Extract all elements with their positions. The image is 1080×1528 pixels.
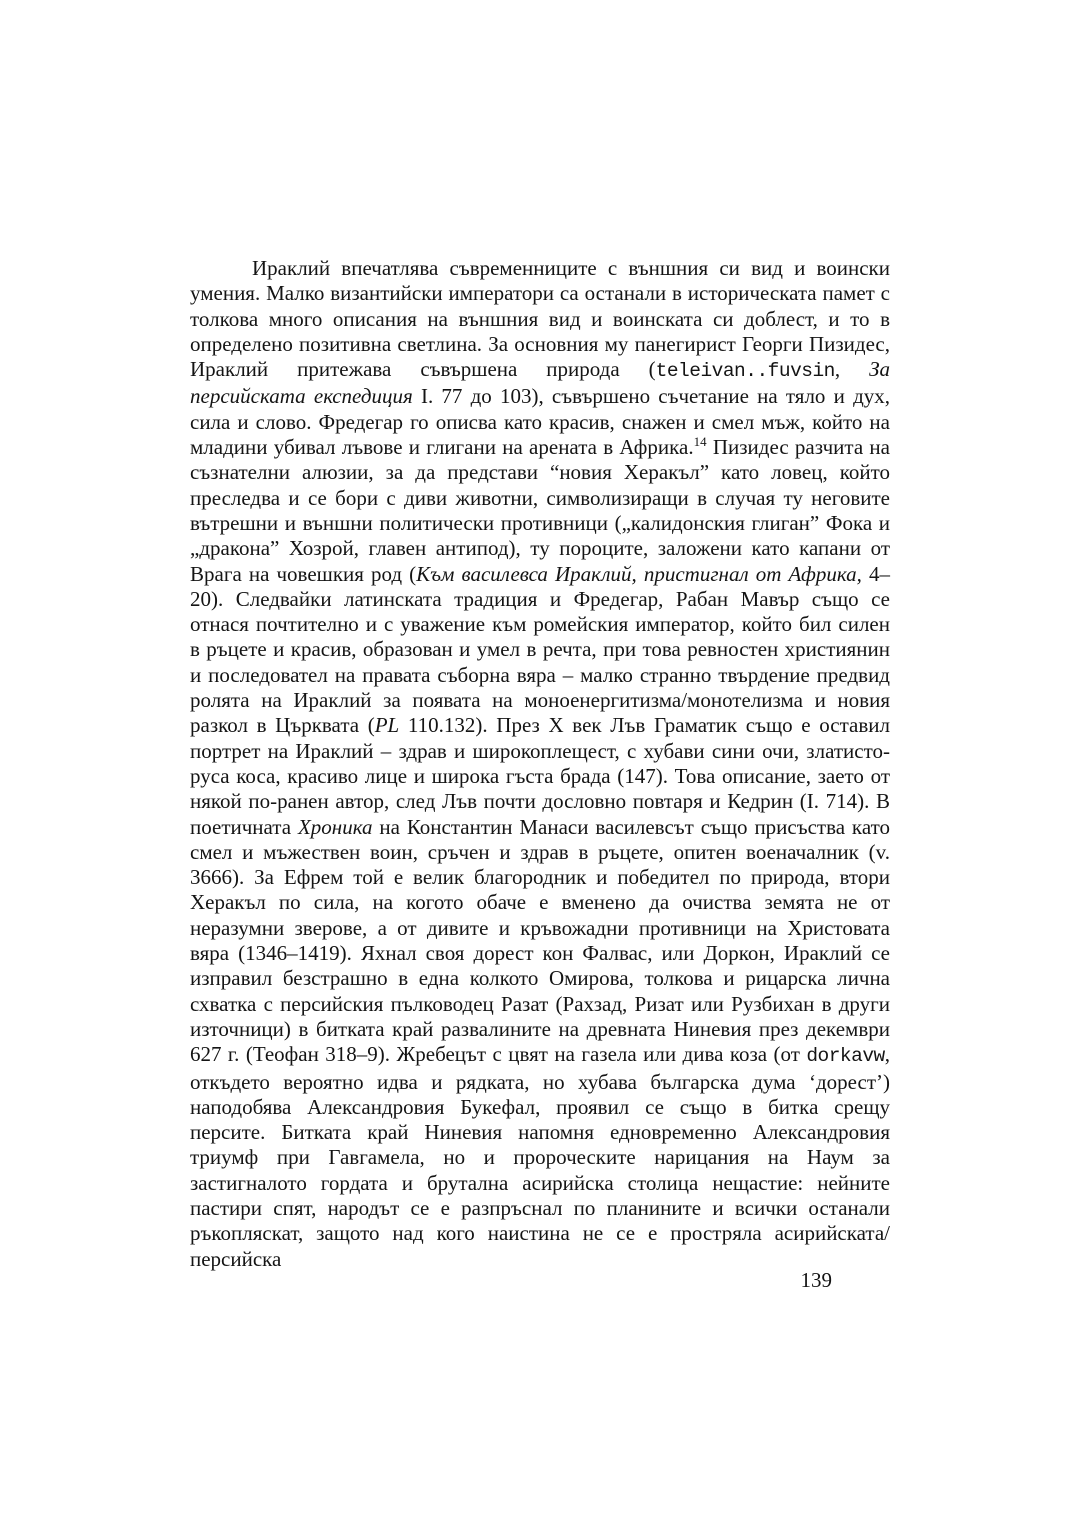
text-segment-italic: Към василевса Ираклий, пристигнал от Африка, — [416, 561, 862, 586]
body-paragraph — [190, 256, 890, 1272]
text-segment-mono: dorkavw — [806, 1045, 885, 1068]
text-segment-sup: 14 — [693, 434, 707, 450]
text-segment-italic: За персийската експедиция — [190, 357, 890, 409]
text-segment-normal: I. 77 до 103), съвършено съчетание на тяло и дух, сила и слово. Фредегар го описва като красив, снажен и смел мъж, който на младини убивал лъвове и глигани на арената в Африка. — [190, 384, 890, 460]
text-segment-normal: , откъдето вероятно идва и рядката, но хубава българска дума ‘дорест’) наподобява Александровия Букефал, проявил се също в битка срещу персите. Битката край Ниневия напомня едновременно Александровия триумф при Гавгамела, но и пророческите нарицания на Наум за застигналото гордата и брутална асирийска столица нещастие: нейните пастири спят, народът се е разпръснал по планините и всички останали ръкопляскат, защото над кого наистина не се е простряла асирийската/персийска — [190, 1042, 890, 1271]
text-segment-normal: , — [834, 357, 870, 382]
text-segment-mono: teleivan..fuvsin — [655, 360, 835, 383]
body-text-block — [190, 256, 890, 1272]
text-segment-italic: PL — [374, 713, 400, 738]
text-segment-normal: Ираклий впечатлява съвременниците с външния си вид и воински умения. Малко византийски императори са останали в историческата памет с толкова много описания на външния вид и воинската си доблест, и то в определено позитивна светлина. За основния му панегирист Георги Пизидес, Ираклий притежава съвършена природа ( — [190, 256, 890, 382]
text-segment-normal: Пизидес разчита на съзнателни алюзии, за да представи “новия Херакъл” като ловец, който преследва и се бори с диви животни, символизиращи в случая ту неговите вътрешни и външни политически противници („калидонския глиган” Фока и „дракона” Хозрой, главен антипод), ту пороците, заложени като капани от Врага на човешкия род ( — [190, 435, 890, 586]
text-segment-normal: 4–20). Следвайки латинската традиция и Фредегар, Рабан Мавър също се отнася почтително и с уважение към ромейския император, който бил силен в ръцете и красив, образован и умел в речта, при това ревностен християнин и последовател на правата съборна вяра – малко странно твърдение предвид ролята на Ираклий за появата на моноенергитизма/монотелизма и новия разкол в Църквата ( — [190, 561, 890, 738]
text-segment-normal: 110.132). През X век Лъв Граматик също е оставил портрет на Ираклий – здрав и широкоплещест, с хубави сини очи, златисто-руса коса, красиво лице и широка гъста брада (147). Това описание, заето от някой по-ранен автор, след Лъв почти дословно повтаря и Кедрин (I. 714). В поетичната — [190, 713, 890, 839]
text-segment-italic: Хроника — [297, 814, 373, 839]
page-number: 139 — [800, 1268, 832, 1292]
text-segment-normal: на Константин Манаси василевсът също присъства като смел и мъжествен воин, сръчен и здрав в ръцете, опитен военачалник (v. 3666). За Ефрем той е велик благородник и победител по природа, втори Херакъл по сила, на когото обаче е вменено да очиства земята не от неразумни зверове, а от дивите и кръвожадни противници на Христовата вяра (1346–1419). Яхнал своя дорест кон Фалвас, или Доркон, Ираклий се изправил безстрашно в една колкото Омирова, толкова и рицарска лична схватка с персийския пълководец Разат (Рахзад, Ризат или Рузбихан в други източници) в битката край развалините на древната Ниневия през декември 627 г. (Теофан 318–9). Жребецът с цвят на газела или дива коза (от — [190, 814, 890, 1067]
